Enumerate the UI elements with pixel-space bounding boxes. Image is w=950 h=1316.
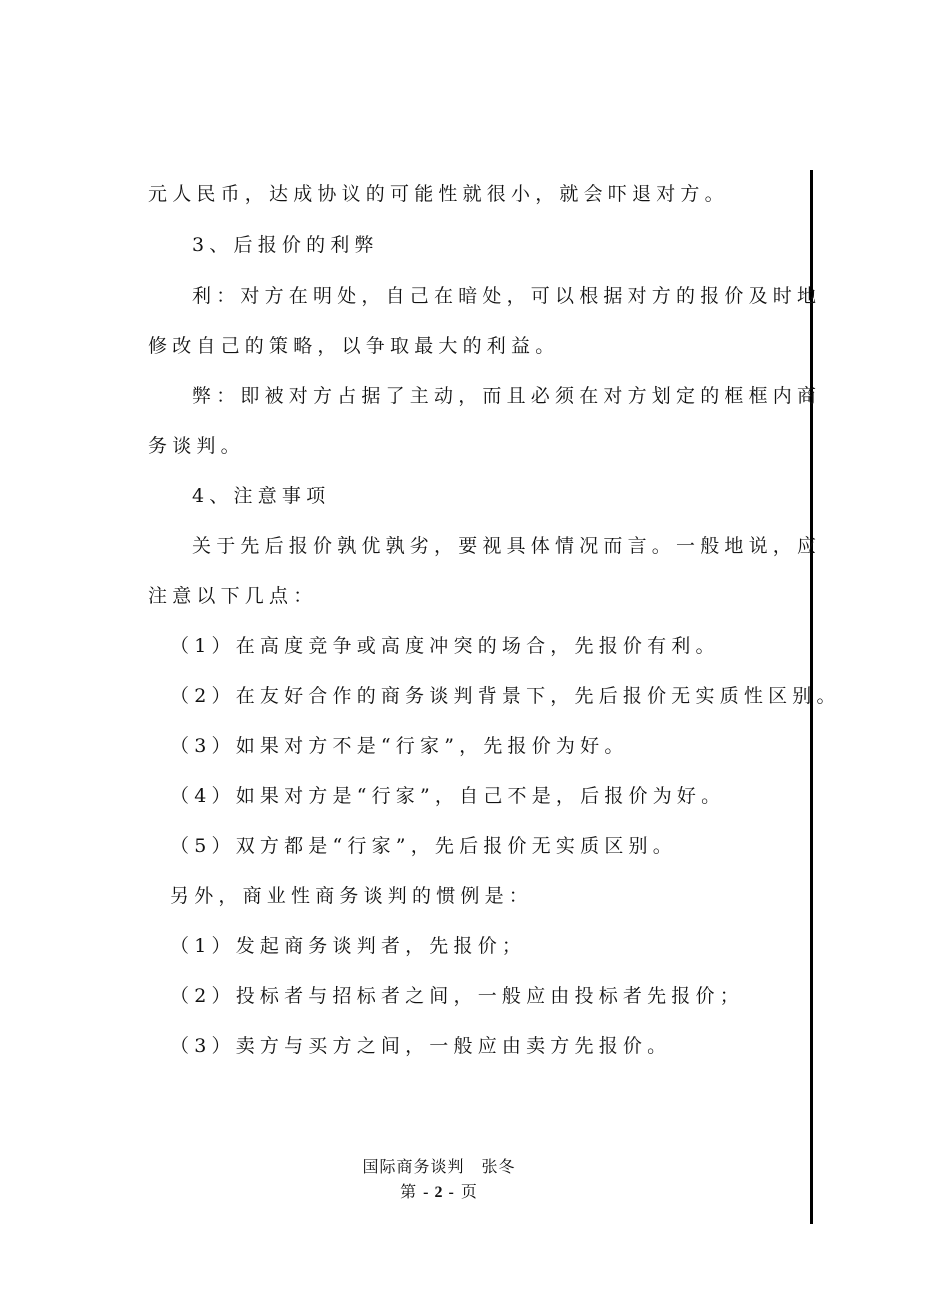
list-item-2: （2）在友好合作的商务谈判背景下，先后报价无实质性区别。 (170, 685, 841, 707)
body-line-6: 务谈判。 (148, 435, 245, 457)
body-line-8: 关于先后报价孰优孰劣，要视具体情况而言。一般地说，应 (192, 535, 822, 557)
body-line-4: 修改自己的策略，以争取最大的利益。 (148, 335, 560, 357)
list-item-4: （4）如果对方是“行家”，自己不是，后报价为好。 (170, 785, 726, 807)
convention-item-2: （2）投标者与招标者之间，一般应由投标者先报价； (170, 985, 744, 1007)
body-line-3: 利：对方在明处，自己在暗处，可以根据对方的报价及时地 (192, 285, 822, 307)
list-item-1: （1）在高度竞争或高度冲突的场合，先报价有利。 (170, 635, 720, 657)
page-suffix: 页 (460, 1182, 478, 1201)
body-line-5: 弊：即被对方占据了主动，而且必须在对方划定的框框内商 (192, 385, 822, 407)
footer-page-number (0, 1181, 878, 1204)
page-prefix: 第 (400, 1182, 418, 1201)
list-item-3: （3）如果对方不是“行家”，先报价为好。 (170, 735, 629, 757)
section-heading-4: 4、注意事项 (192, 485, 331, 507)
list-item-5: （5）双方都是“行家”，先后报价无实质区别。 (170, 835, 677, 857)
page-number: - 2 - (423, 1184, 455, 1201)
body-line-1: 元人民币，达成协议的可能性就很小，就会吓退对方。 (148, 183, 729, 205)
section-heading-3: 3、后报价的利弊 (192, 234, 379, 256)
convention-item-1: （1）发起商务谈判者，先报价； (170, 935, 527, 957)
convention-item-3: （3）卖方与买方之间，一般应由卖方先报价。 (170, 1035, 672, 1057)
body-line-9: 注意以下几点： (148, 585, 318, 607)
footer-title: 国际商务谈判 张冬 (362, 1157, 516, 1176)
body-line-15: 另外，商业性商务谈判的惯例是： (170, 885, 534, 907)
